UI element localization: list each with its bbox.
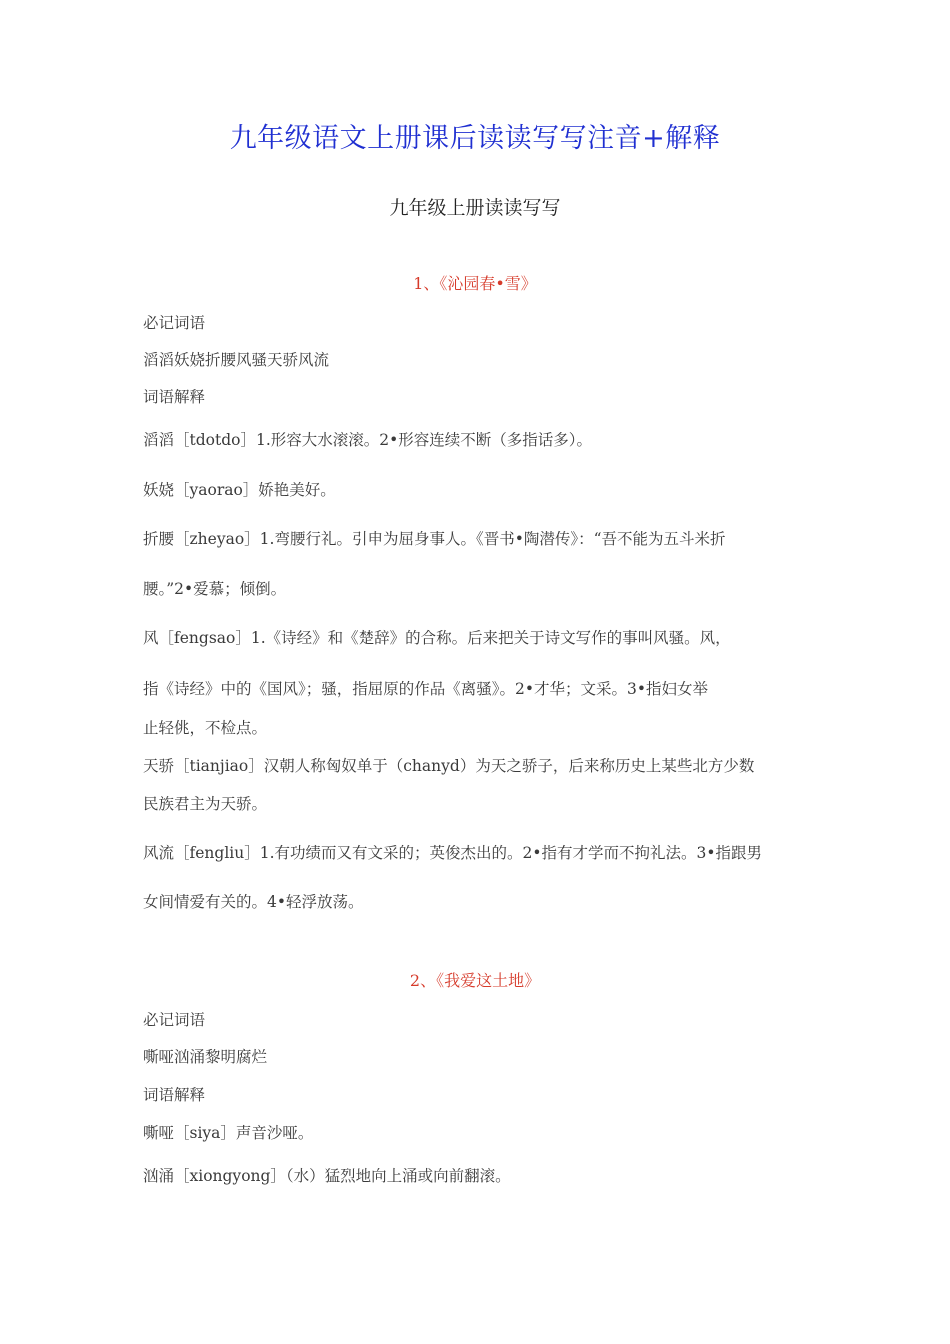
definition-line: 腰。”2•爱慕；倾倒。 [143,580,287,598]
must-remember-label: 必记词语 [143,1011,206,1029]
definition-line: 风流［fengliu］1.有功绩而又有文采的；英俊杰出的。2•指有才学而不拘礼法。3•指跟男 [143,844,763,862]
definition-line: 滔滔［tdotdo］1.形容大水滚滚。2•形容连续不断（多指话多）。 [143,431,593,449]
vocabulary-list: 嘶哑汹涌黎明腐烂 [143,1048,268,1066]
explanation-label: 词语解释 [143,388,206,406]
vocabulary-list: 滔滔妖娆折腰风骚天骄风流 [143,351,330,369]
definition-line: 天骄［tianjiao］汉朝人称匈奴单于（chanyd）为天之骄子，后来称历史上某些北方少数 [143,757,755,775]
definition-line: 汹涌［xiongyong］（水）猛烈地向上涌或向前翻滚。 [143,1167,511,1185]
must-remember-label: 必记词语 [143,314,206,332]
document-subtitle: 九年级上册读读写写 [389,197,561,219]
definition-line: 民族君主为天骄。 [143,795,268,813]
definition-line: 风［fengsao］1.《诗经》和《楚辞》的合称。后来把关于诗文写作的事叫风骚。风， [143,629,731,647]
definition-line: 女间情爱有关的。4•轻浮放荡。 [143,893,364,911]
section-heading: 1、《沁园春•雪》 [413,274,537,293]
definition-line: 妖娆［yaorao］娇艳美好。 [143,481,336,499]
definition-line: 嘶哑［siya］声音沙哑。 [143,1124,314,1142]
section-heading: 2、《我爱这土地》 [409,971,541,990]
definition-line: 止轻佻，不检点。 [143,719,268,737]
definition-line: 指《诗经》中的《国风》；骚，指屈原的作品《离骚》。2•才华；文采。3•指妇女举 [143,680,709,698]
explanation-label: 词语解释 [143,1086,206,1104]
definition-line: 折腰［zheyao］1.弯腰行礼。引申为屈身事人。《晋书•陶潜传》：“吾不能为五斗米折 [143,530,726,548]
document-title: 九年级语文上册课后读读写写注音+解释 [229,123,721,154]
